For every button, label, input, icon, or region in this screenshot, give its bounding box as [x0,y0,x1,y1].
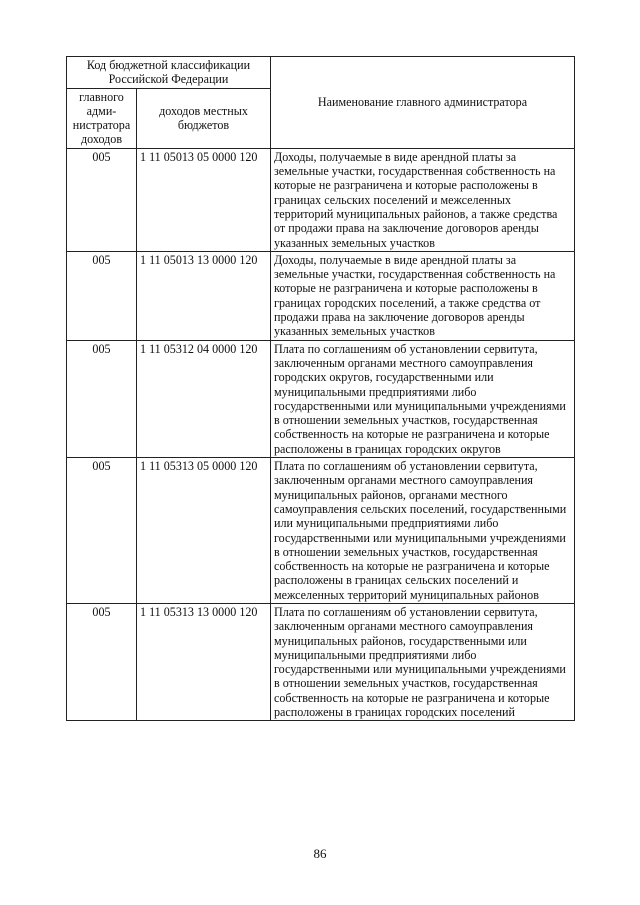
income-code-cell: 1 11 05312 04 0000 120 [137,340,271,457]
budget-code-group-header: Код бюджетной классификации Российской Федерации [67,57,271,89]
income-name-cell: Доходы, получаемые в виде арендной платы за земельные участки, государственная собственность на которые не разграничена и которые расположены в границах сельских поселений и межселенных территорий муниципальных районов, а также средства от продажи права на заключение договоров аренды указанных земельных участков [271,148,575,251]
income-code-header: доходов местных бюджетов [137,88,271,148]
table-row [67,251,575,340]
admin-code-cell: 005 [67,603,137,720]
income-code-cell: 1 11 05013 05 0000 120 [137,148,271,251]
admin-code-cell: 005 [67,458,137,604]
admin-code-header: главного адми-нистратора доходов [67,88,137,148]
income-code-cell: 1 11 05313 13 0000 120 [137,603,271,720]
table-row [67,340,575,457]
table-row [67,458,575,604]
income-code-cell: 1 11 05313 05 0000 120 [137,458,271,604]
income-name-cell: Плата по соглашениям об установлении сервитута, заключенным органами местного самоуправления городских округов, государственными или муниципальными предприятиями либо государственными или муниципальными учреждениями в отношении земельных участков, государственная собственность на которые не разграничена и которые расположены в границах городских округов [271,340,575,457]
admin-code-cell: 005 [67,148,137,251]
page-number: 86 [313,846,327,861]
table-row [67,603,575,720]
income-name-cell: Доходы, получаемые в виде арендной платы за земельные участки, государственная собственность на которые не разграничена и которые расположены в границах городских поселений, а также средства от продажи права на заключение договоров аренды указанных земельных участков [271,251,575,340]
budget-classification-table [66,56,575,721]
income-name-cell: Плата по соглашениям об установлении сервитута, заключенным органами местного самоуправления муниципальных районов, органами местного самоуправления сельских поселений, государственными или муниципальными предприятиями либо государственными или муниципальными учреждениями в отношении земельных участков, государственная собственность на которые не разграничена и которые расположены в границах сельских поселений и межселенных территорий муниципальных районов [271,458,575,604]
administrator-name-header: Наименование главного администратора [271,57,575,149]
income-code-cell: 1 11 05013 13 0000 120 [137,251,271,340]
income-name-cell: Плата по соглашениям об установлении сервитута, заключенным органами местного самоуправления муниципальных районов, государственными или муниципальными предприятиями либо государственными или муниципальными учреждениями в отношении земельных участков, государственная собственность на которые не разграничена и которые расположены в границах городских поселений [271,603,575,720]
admin-code-cell: 005 [67,251,137,340]
table-row [67,148,575,251]
table-header-row-1 [67,57,575,89]
admin-code-cell: 005 [67,340,137,457]
